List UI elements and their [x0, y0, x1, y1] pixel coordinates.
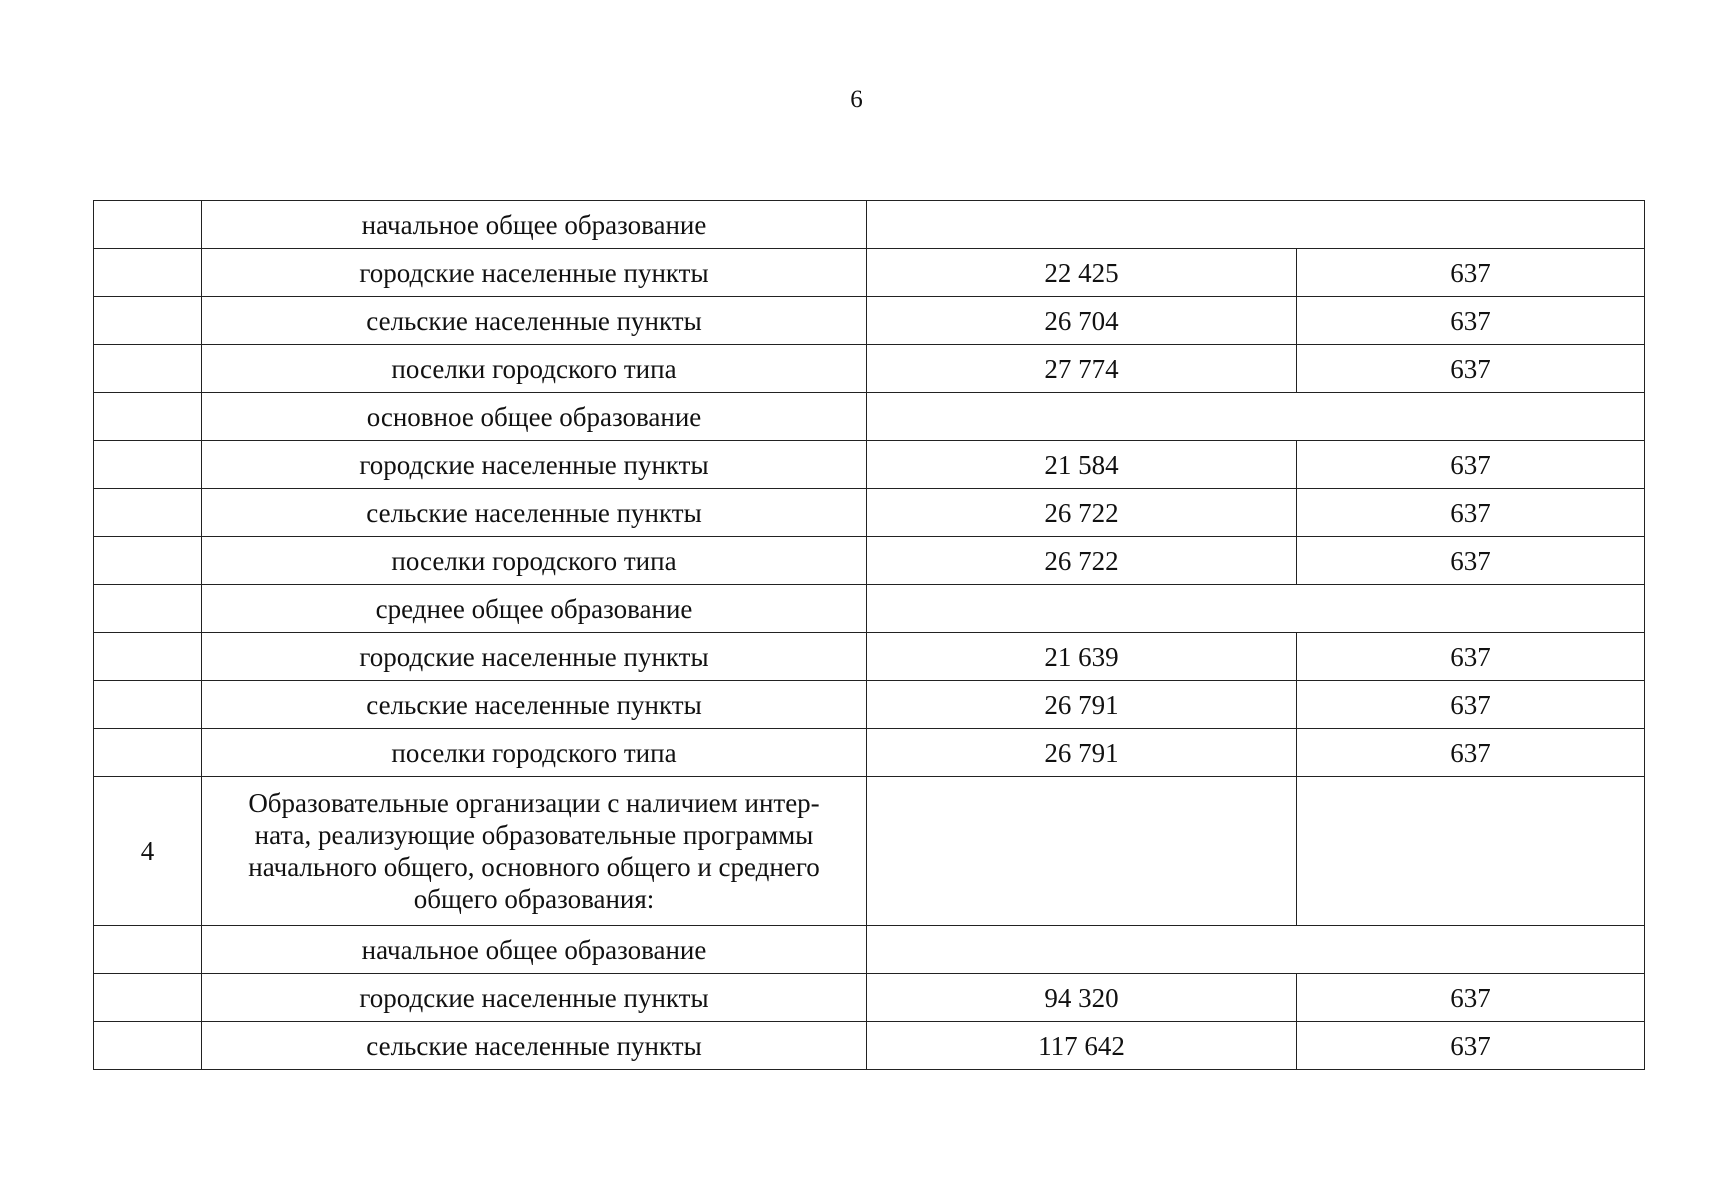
coefficient-value-cell: 637	[1297, 633, 1645, 681]
settlement-type-cell: сельские населенные пункты	[202, 681, 867, 729]
settlement-type-cell: поселки городского типа	[202, 729, 867, 777]
description-line: начального общего, основного общего и среднего	[248, 852, 820, 882]
subsection-heading-cell: среднее общее образование	[202, 585, 867, 633]
settlement-type-cell: городские населенные пункты	[202, 441, 867, 489]
row-number-cell	[94, 974, 202, 1022]
description-line: ната, реализующие образовательные программы	[254, 820, 814, 850]
table-row	[94, 249, 1645, 297]
cost-value-cell: 117 642	[867, 1022, 1297, 1070]
row-number-cell	[94, 441, 202, 489]
settlement-type-cell: сельские населенные пункты	[202, 297, 867, 345]
cost-value-cell: 26 791	[867, 729, 1297, 777]
table-row	[94, 633, 1645, 681]
row-number-cell	[94, 681, 202, 729]
row-number-cell	[94, 297, 202, 345]
cost-value-cell: 21 584	[867, 441, 1297, 489]
table-row-section-4	[94, 777, 1645, 926]
row-number-cell	[94, 345, 202, 393]
settlement-type-cell: поселки городского типа	[202, 345, 867, 393]
coefficient-value-cell: 637	[1297, 249, 1645, 297]
merged-value-cell	[867, 393, 1645, 441]
normative-cost-table	[93, 200, 1645, 1070]
coefficient-value-cell: 637	[1297, 681, 1645, 729]
subsection-heading-cell: основное общее образование	[202, 393, 867, 441]
table-row	[94, 681, 1645, 729]
table-row	[94, 297, 1645, 345]
table-row	[94, 926, 1645, 974]
row-number-cell	[94, 633, 202, 681]
description-line: Образовательные организации с наличием интер-	[248, 788, 820, 818]
row-number-cell	[94, 1022, 202, 1070]
coefficient-value-cell: 637	[1297, 441, 1645, 489]
table-row	[94, 201, 1645, 249]
merged-value-cell	[867, 201, 1645, 249]
description-line: общего образования:	[413, 884, 655, 914]
settlement-type-cell: сельские населенные пункты	[202, 489, 867, 537]
cost-value-cell: 26 722	[867, 489, 1297, 537]
coefficient-value-cell: 637	[1297, 729, 1645, 777]
row-number-cell	[94, 393, 202, 441]
coefficient-value-cell	[1297, 777, 1645, 926]
cost-value-cell: 21 639	[867, 633, 1297, 681]
coefficient-value-cell: 637	[1297, 974, 1645, 1022]
cost-value-cell: 27 774	[867, 345, 1297, 393]
settlement-type-cell: городские населенные пункты	[202, 249, 867, 297]
table-row	[94, 537, 1645, 585]
subsection-heading-cell: начальное общее образование	[202, 926, 867, 974]
merged-value-cell	[867, 926, 1645, 974]
merged-value-cell	[867, 585, 1645, 633]
cost-value-cell: 94 320	[867, 974, 1297, 1022]
coefficient-value-cell: 637	[1297, 537, 1645, 585]
page-number: 6	[850, 86, 863, 113]
row-number-cell	[94, 249, 202, 297]
row-number-cell	[94, 201, 202, 249]
table-row	[94, 974, 1645, 1022]
cost-value-cell: 26 704	[867, 297, 1297, 345]
table-row	[94, 585, 1645, 633]
settlement-type-cell: поселки городского типа	[202, 537, 867, 585]
cost-value-cell	[867, 777, 1297, 926]
table-row	[94, 345, 1645, 393]
settlement-type-cell: городские населенные пункты	[202, 974, 867, 1022]
settlement-type-cell: городские населенные пункты	[202, 633, 867, 681]
settlement-type-cell: сельские населенные пункты	[202, 1022, 867, 1070]
row-number-cell	[94, 729, 202, 777]
table-row	[94, 1022, 1645, 1070]
row-number-cell: 4	[94, 777, 202, 926]
cost-value-cell: 26 722	[867, 537, 1297, 585]
table-row	[94, 729, 1645, 777]
coefficient-value-cell: 637	[1297, 1022, 1645, 1070]
row-number-cell	[94, 489, 202, 537]
coefficient-value-cell: 637	[1297, 489, 1645, 537]
row-number-cell	[94, 585, 202, 633]
table-row	[94, 489, 1645, 537]
row-number-cell	[94, 537, 202, 585]
cost-value-cell: 26 791	[867, 681, 1297, 729]
row-number-cell	[94, 926, 202, 974]
cost-value-cell: 22 425	[867, 249, 1297, 297]
coefficient-value-cell: 637	[1297, 345, 1645, 393]
section-description-cell	[202, 777, 867, 926]
table-row	[94, 441, 1645, 489]
subsection-heading-cell: начальное общее образование	[202, 201, 867, 249]
coefficient-value-cell: 637	[1297, 297, 1645, 345]
section-description-text	[212, 787, 856, 915]
table-row	[94, 393, 1645, 441]
